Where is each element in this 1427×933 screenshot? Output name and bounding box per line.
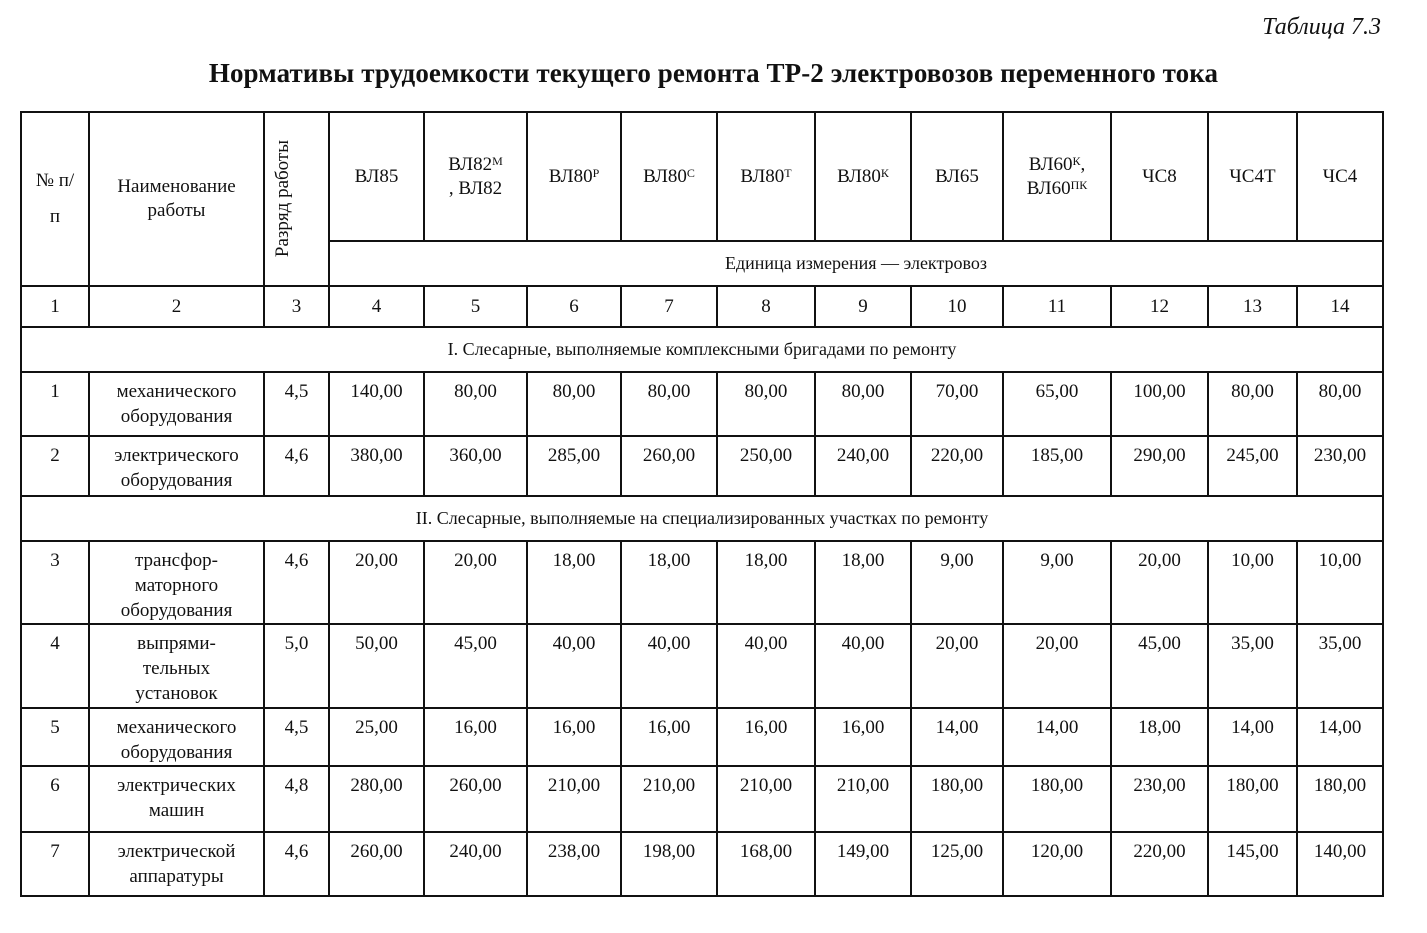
work-name [89,708,264,766]
value-cell: 80,00 [1208,372,1297,436]
value-cell: 230,00 [1111,766,1208,832]
header-row [21,112,1383,241]
value-cell: 16,00 [815,708,911,766]
model-name: ЧС8 [1142,165,1177,187]
value-cell: 16,00 [717,708,815,766]
model-name: ВЛ82 [448,153,493,175]
row-number: 5 [21,708,89,766]
work-name-line: механического [116,381,237,402]
value-cell: 80,00 [527,372,621,436]
column-number: 9 [815,286,911,327]
value-cell: 10,00 [1297,541,1383,624]
column-number: 14 [1297,286,1383,327]
value-cell: 18,00 [621,541,717,624]
model-name: ВЛ60 [1028,153,1073,175]
grade-cell: 5,0 [264,624,329,708]
section-row [21,496,1383,541]
header-model [717,112,815,241]
value-cell: 210,00 [527,766,621,832]
value-cell: 80,00 [717,372,815,436]
column-number: 1 [21,286,89,327]
header-num-label: № п/п [35,170,75,227]
work-name-line: оборудования [120,742,233,763]
value-cell: 250,00 [717,436,815,496]
value-cell: 80,00 [1297,372,1383,436]
column-number: 12 [1111,286,1208,327]
row-number: 4 [21,624,89,708]
value-cell: 45,00 [424,624,527,708]
value-cell: 16,00 [424,708,527,766]
value-cell: 230,00 [1297,436,1383,496]
header-model [527,112,621,241]
value-cell: 280,00 [329,766,424,832]
page-title: Нормативы трудоемкости текущего ремонта ТР-2 электровозов переменного тока [208,58,1219,88]
header-model [329,112,424,241]
table-row [21,541,1383,624]
header-num [21,112,89,286]
work-name-line: тельных [142,658,211,679]
value-cell: 120,00 [1003,832,1111,896]
column-number: 6 [527,286,621,327]
work-name [89,541,264,624]
work-name-line: электрического [114,445,239,466]
unit-label: Единица измерения — электровоз [329,241,1383,286]
work-name-line: электрической [117,841,236,862]
value-cell: 290,00 [1111,436,1208,496]
column-number: 8 [717,286,815,327]
value-cell: 125,00 [911,832,1003,896]
value-cell: 18,00 [717,541,815,624]
value-cell: 65,00 [1003,372,1111,436]
value-cell: 180,00 [911,766,1003,832]
value-cell: 210,00 [621,766,717,832]
value-cell: 16,00 [527,708,621,766]
column-number: 13 [1208,286,1297,327]
column-number: 11 [1003,286,1111,327]
value-cell: 168,00 [717,832,815,896]
value-cell: 18,00 [1111,708,1208,766]
value-cell: 380,00 [329,436,424,496]
model-superscript: ПК [1070,177,1088,192]
section-row [21,327,1383,372]
work-name-line: трансфор- [135,550,218,571]
grade-cell: 4,8 [264,766,329,832]
value-cell: 145,00 [1208,832,1297,896]
value-cell: 9,00 [1003,541,1111,624]
value-cell: 40,00 [717,624,815,708]
value-cell: 238,00 [527,832,621,896]
model-superscript: К [1072,153,1081,168]
header-name-label: Наименование работы [117,176,236,221]
value-cell: 240,00 [424,832,527,896]
row-number: 7 [21,832,89,896]
model-name: ЧС4 [1322,165,1358,187]
header-model [424,112,527,241]
value-cell: 70,00 [911,372,1003,436]
header-model [815,112,911,241]
section-title: II. Слесарные, выполняемые на специализированных участках по ремонту [21,496,1383,541]
model-superscript: М [492,153,503,168]
value-cell: 260,00 [621,436,717,496]
grade-cell: 4,5 [264,708,329,766]
row-number: 6 [21,766,89,832]
value-cell: 40,00 [621,624,717,708]
value-cell: 80,00 [815,372,911,436]
header-name [89,112,264,286]
work-name-line: механического [116,717,237,738]
column-number: 3 [264,286,329,327]
value-cell: 18,00 [815,541,911,624]
value-cell: 180,00 [1208,766,1297,832]
work-name [89,832,264,896]
grade-cell: 4,6 [264,541,329,624]
value-cell: 25,00 [329,708,424,766]
model-superscript: С [686,165,695,180]
value-cell: 14,00 [911,708,1003,766]
work-name-line: оборудования [120,600,233,621]
header-grade-label: Разряд работы [271,140,293,258]
model-name: ВЛ80 [740,165,785,187]
value-cell: 40,00 [527,624,621,708]
column-number-row [21,286,1383,327]
row-number: 1 [21,372,89,436]
value-cell: 20,00 [424,541,527,624]
header-model [1111,112,1208,241]
work-name-line: выпрями- [137,633,216,654]
value-cell: 10,00 [1208,541,1297,624]
model-name: ВЛ80 [837,165,881,187]
norms-table [20,111,1384,897]
table-row [21,436,1383,496]
value-cell: 260,00 [329,832,424,896]
model-superscript: Р [592,165,600,180]
value-cell: 140,00 [1297,832,1383,896]
section-title: I. Слесарные, выполняемые комплексными бригадами по ремонту [21,327,1383,372]
work-name-line: машин [148,800,205,821]
header-model [621,112,717,241]
work-name [89,766,264,832]
work-name-line: оборудования [120,406,233,427]
value-cell: 149,00 [815,832,911,896]
model-name-tail: , ВЛ60 [1026,153,1086,199]
value-cell: 20,00 [1111,541,1208,624]
work-name-line: аппаратуры [129,866,224,887]
value-cell: 9,00 [911,541,1003,624]
value-cell: 35,00 [1297,624,1383,708]
header-model [911,112,1003,241]
value-cell: 210,00 [717,766,815,832]
column-number: 5 [424,286,527,327]
model-superscript: Т [784,165,792,180]
column-number: 10 [911,286,1003,327]
value-cell: 220,00 [1111,832,1208,896]
table-row [21,624,1383,708]
row-number: 2 [21,436,89,496]
value-cell: 20,00 [329,541,424,624]
value-cell: 185,00 [1003,436,1111,496]
value-cell: 220,00 [911,436,1003,496]
value-cell: 80,00 [621,372,717,436]
value-cell: 180,00 [1297,766,1383,832]
work-name-line: маторного [134,575,219,596]
work-name-line: оборудования [120,470,233,491]
value-cell: 40,00 [815,624,911,708]
work-name-line: электрических [117,775,236,796]
value-cell: 50,00 [329,624,424,708]
value-cell: 14,00 [1208,708,1297,766]
value-cell: 140,00 [329,372,424,436]
value-cell: 260,00 [424,766,527,832]
value-cell: 210,00 [815,766,911,832]
grade-cell: 4,6 [264,832,329,896]
table-header [21,112,1383,327]
model-name: ЧС4Т [1229,165,1276,187]
work-name-line: установок [135,683,218,704]
model-name: ВЛ80 [548,165,593,187]
value-cell: 180,00 [1003,766,1111,832]
value-cell: 360,00 [424,436,527,496]
value-cell: 20,00 [1003,624,1111,708]
model-name-tail: , ВЛ82 [448,177,503,199]
header-model [1297,112,1383,241]
value-cell: 198,00 [621,832,717,896]
column-number: 7 [621,286,717,327]
value-cell: 240,00 [815,436,911,496]
table-row [21,832,1383,896]
value-cell: 45,00 [1111,624,1208,708]
value-cell: 16,00 [621,708,717,766]
value-cell: 100,00 [1111,372,1208,436]
value-cell: 14,00 [1297,708,1383,766]
value-cell: 80,00 [424,372,527,436]
table-body [21,327,1383,896]
value-cell: 245,00 [1208,436,1297,496]
column-number: 4 [329,286,424,327]
value-cell: 20,00 [911,624,1003,708]
table-row [21,766,1383,832]
column-number: 2 [89,286,264,327]
header-model [1003,112,1111,241]
table-row [21,708,1383,766]
row-number: 3 [21,541,89,624]
model-name: ВЛ85 [354,165,399,187]
model-name: ВЛ65 [935,165,979,187]
model-name: ВЛ80 [643,165,687,187]
header-grade [264,112,329,286]
table-row [21,372,1383,436]
value-cell: 18,00 [527,541,621,624]
model-superscript: К [880,165,889,180]
work-name [89,372,264,436]
value-cell: 285,00 [527,436,621,496]
table-number-label: Таблица 7.3 [1262,14,1381,40]
header-model [1208,112,1297,241]
value-cell: 14,00 [1003,708,1111,766]
grade-cell: 4,6 [264,436,329,496]
work-name [89,624,264,708]
value-cell: 35,00 [1208,624,1297,708]
grade-cell: 4,5 [264,372,329,436]
work-name [89,436,264,496]
